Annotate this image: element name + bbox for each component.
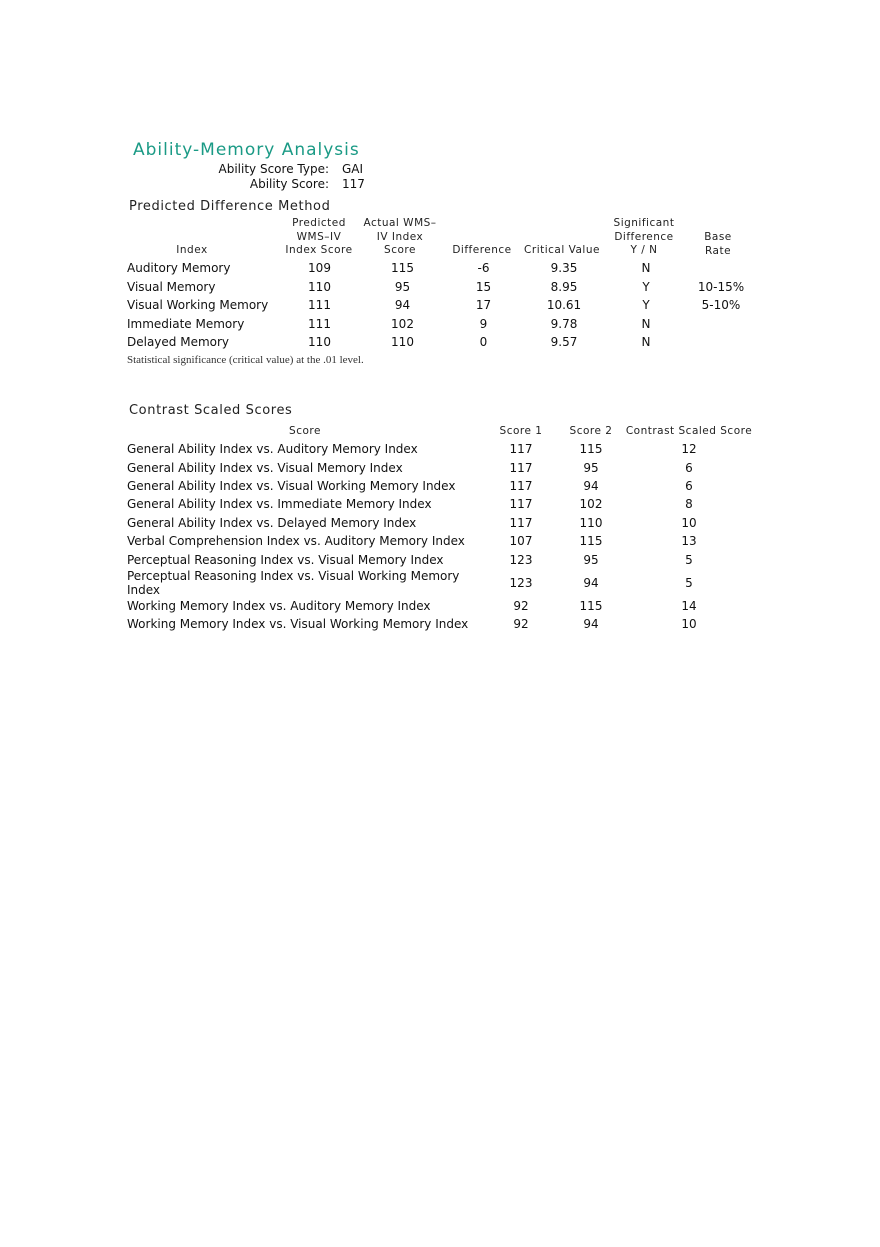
header-score1: Score 1	[499, 425, 543, 437]
score1-cell: 92	[513, 617, 529, 632]
score1-cell: 117	[509, 442, 533, 457]
difference-cell: 17	[475, 298, 492, 313]
significant-cell: N	[641, 316, 651, 331]
header-critical-value: Critical Value	[524, 244, 600, 256]
table-row	[127, 477, 745, 495]
table-row	[127, 259, 759, 278]
predicted-score-cell: 111	[308, 316, 331, 331]
score1-cell: 107	[509, 534, 533, 549]
score-name-cell: Perceptual Reasoning Index vs. Visual Working Memory Index	[127, 568, 460, 597]
table-row	[127, 569, 745, 597]
score1-cell: 117	[509, 497, 533, 512]
score2-cell: 115	[579, 442, 603, 457]
actual-score-cell: 95	[394, 279, 411, 294]
difference-cell: 9	[479, 316, 488, 331]
score-name-cell: General Ability Index vs. Delayed Memory Index	[127, 515, 417, 530]
actual-score-cell: 115	[391, 261, 414, 276]
significant-cell: Y	[642, 279, 650, 294]
table-row	[127, 458, 745, 476]
table-row	[127, 597, 745, 615]
table-row	[127, 514, 745, 532]
table-row	[127, 278, 759, 297]
score1-cell: 117	[509, 515, 533, 530]
base-rate-cell	[683, 315, 759, 334]
predicted-score-cell: 110	[308, 335, 331, 350]
score-name-cell: Working Memory Index vs. Auditory Memory Index	[127, 598, 431, 613]
header-significant-difference: Significant Difference Y / N	[613, 217, 675, 256]
header-predicted-score: Predicted WMS–IV Index Score	[285, 217, 353, 256]
significance-note: Statistical significance (critical value) at the .01 level.	[127, 354, 364, 366]
score2-cell: 115	[579, 598, 603, 613]
score2-cell: 94	[583, 575, 599, 590]
header-difference: Difference	[452, 244, 512, 256]
ability-score-value: 117	[342, 177, 365, 191]
base-rate-cell: 5-10%	[701, 298, 741, 313]
score1-cell: 123	[509, 575, 533, 590]
ability-score-type-label: Ability Score Type:	[218, 162, 329, 176]
difference-cell: 15	[475, 279, 492, 294]
predicted-score-cell: 109	[308, 261, 331, 276]
contrast-scaled-score-cell: 5	[685, 575, 693, 590]
header-score: Score	[289, 425, 321, 437]
predicted-score-cell: 111	[308, 298, 331, 313]
contrast-scaled-score-cell: 6	[685, 478, 693, 493]
index-cell: Auditory Memory	[127, 261, 231, 276]
contrast-scaled-score-cell: 6	[685, 460, 693, 475]
score-name-cell: Perceptual Reasoning Index vs. Visual Memory Index	[127, 552, 444, 567]
contrast-scaled-score-cell: 8	[685, 497, 693, 512]
table-row	[127, 550, 745, 568]
score-name-cell: General Ability Index vs. Visual Memory Index	[127, 460, 403, 475]
header-index: Index	[176, 244, 208, 256]
header-actual-score: Actual WMS– IV Index Score	[363, 217, 437, 256]
score-name-cell: General Ability Index vs. Visual Working Memory Index	[127, 478, 456, 493]
actual-score-cell: 94	[394, 298, 411, 313]
significant-cell: Y	[642, 298, 650, 313]
table-row	[127, 615, 745, 633]
base-rate-cell	[683, 259, 759, 278]
score2-cell: 94	[583, 478, 599, 493]
ability-score-label: Ability Score:	[249, 177, 329, 191]
score2-cell: 102	[579, 497, 603, 512]
page-title: Ability-Memory Analysis	[133, 140, 360, 160]
table-row	[127, 440, 745, 458]
actual-score-cell: 110	[391, 335, 414, 350]
critical-value-cell: 9.78	[550, 316, 578, 331]
table-row	[127, 333, 759, 352]
difference-cell: 0	[479, 335, 488, 350]
table-row	[127, 296, 759, 315]
contrast-scaled-score-cell: 5	[685, 552, 693, 567]
critical-value-cell: 9.35	[550, 261, 578, 276]
predicted-difference-table	[127, 259, 759, 352]
base-rate-cell	[683, 333, 759, 352]
score2-cell: 110	[579, 515, 603, 530]
score1-cell: 117	[509, 478, 533, 493]
contrast-scaled-score-cell: 12	[681, 442, 697, 457]
header-contrast-scaled-score: Contrast Scaled Score	[625, 425, 753, 437]
critical-value-cell: 9.57	[550, 335, 578, 350]
contrast-scaled-score-cell: 14	[681, 598, 697, 613]
contrast-scaled-scores-table	[127, 440, 745, 634]
score-name-cell: Verbal Comprehension Index vs. Auditory Memory Index	[127, 534, 465, 549]
contrast-scaled-score-cell: 13	[681, 534, 697, 549]
index-cell: Visual Working Memory	[127, 298, 269, 313]
score2-cell: 115	[579, 534, 603, 549]
significant-cell: N	[641, 261, 651, 276]
ability-score-type-value: GAI	[342, 162, 364, 176]
score-name-cell: General Ability Index vs. Immediate Memory Index	[127, 497, 432, 512]
contrast-section-title: Contrast Scaled Scores	[129, 403, 293, 418]
critical-value-cell: 10.61	[546, 298, 582, 313]
index-cell: Immediate Memory	[127, 316, 245, 331]
score2-cell: 94	[583, 617, 599, 632]
score1-cell: 123	[509, 552, 533, 567]
score2-cell: 95	[583, 552, 599, 567]
index-cell: Delayed Memory	[127, 335, 230, 350]
score1-cell: 92	[513, 598, 529, 613]
predicted-section-title: Predicted Difference Method	[129, 199, 331, 214]
contrast-scaled-score-cell: 10	[681, 515, 697, 530]
contrast-scaled-score-cell: 10	[681, 617, 697, 632]
header-score2: Score 2	[569, 425, 613, 437]
table-row	[127, 532, 745, 550]
header-base-rate: Base Rate	[704, 231, 732, 257]
index-cell: Visual Memory	[127, 279, 216, 294]
critical-value-cell: 8.95	[550, 279, 578, 294]
table-row	[127, 315, 759, 334]
score-name-cell: General Ability Index vs. Auditory Memory Index	[127, 442, 418, 457]
score2-cell: 95	[583, 460, 599, 475]
difference-cell: -6	[477, 261, 490, 276]
predicted-score-cell: 110	[308, 279, 331, 294]
actual-score-cell: 102	[391, 316, 414, 331]
score-name-cell: Working Memory Index vs. Visual Working Memory Index	[127, 617, 469, 632]
score1-cell: 117	[509, 460, 533, 475]
table-row	[127, 495, 745, 513]
base-rate-cell: 10-15%	[697, 279, 745, 294]
significant-cell: N	[641, 335, 651, 350]
